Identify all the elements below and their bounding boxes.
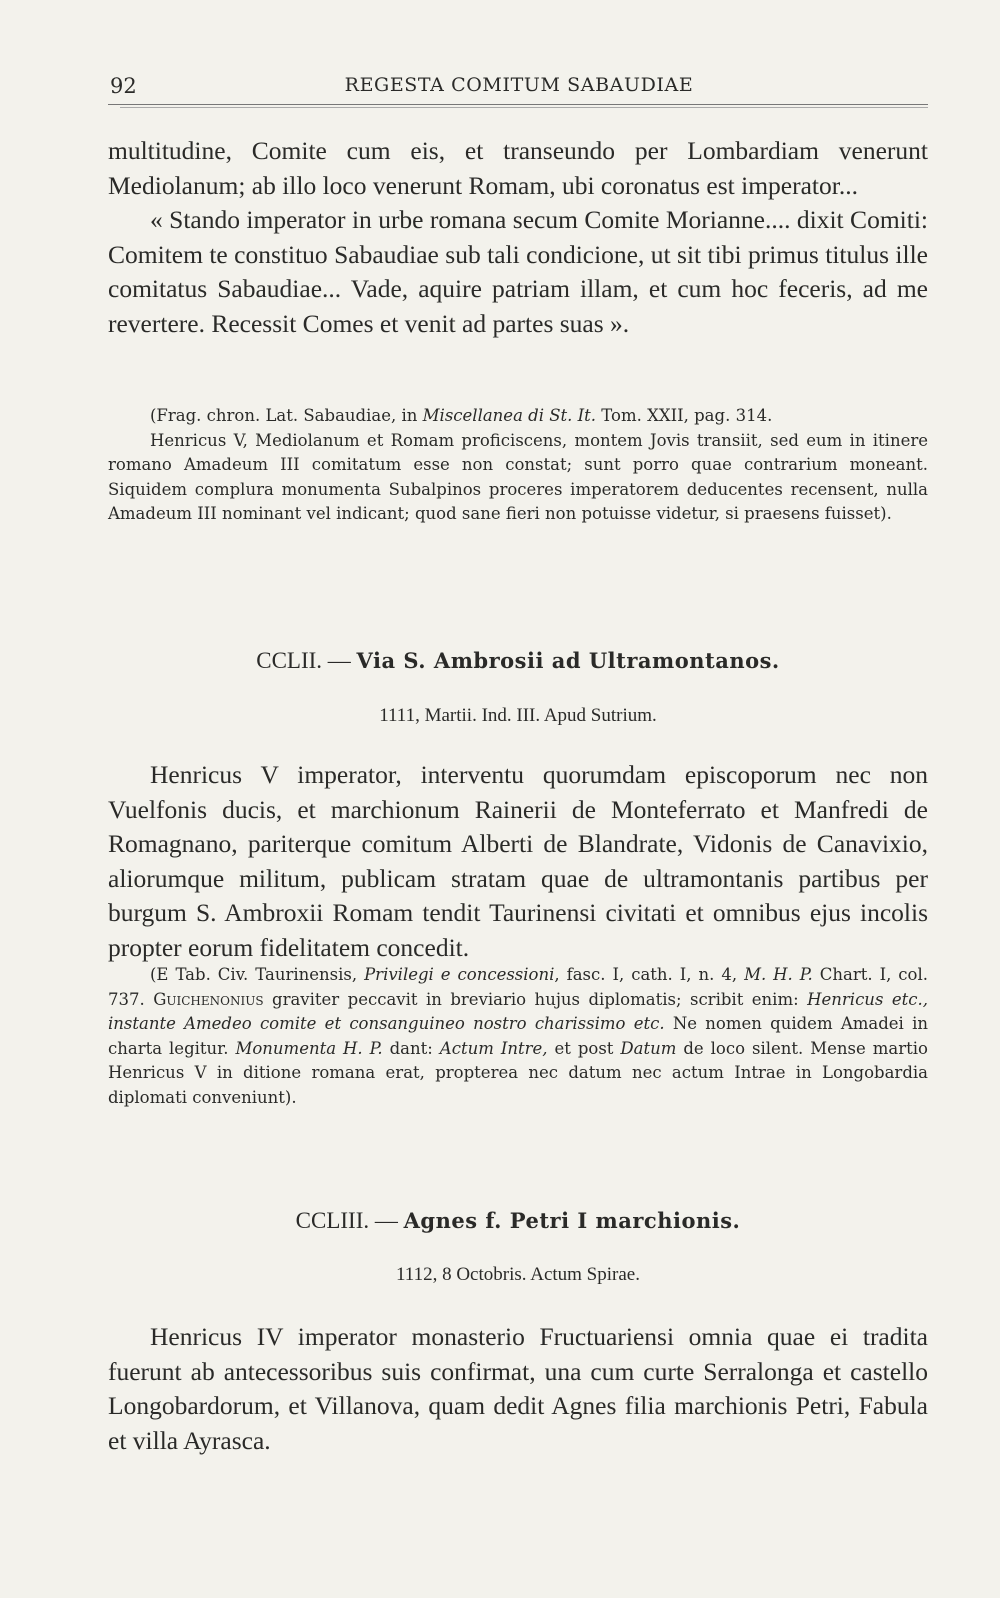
footnote-source bbox=[108, 404, 928, 527]
footnote-252 bbox=[108, 963, 929, 1111]
document-title: Agnes f. Petri I marchionis. bbox=[403, 1208, 741, 1233]
header-rule-secondary bbox=[120, 107, 928, 108]
paragraph: « Stando imperator in urbe romana secum Comite Morianne.... dixit Comiti: Comitem te constituo Sabaudiae sub tali condicione, ut sit tibi primus titulus ille comitatus Sabaudiae... Vade, aquire patriam illam, et cum hoc feceris, ad me revertere. Recessit Comes et venit ad partes suas ». bbox=[108, 205, 928, 338]
note-text: (E Tab. Civ. Taurinensis, Privilegi e concessioni, fasc. I, cath. I, n. 4, M. H. P. Chart. I, col. 737. Guichenonius graviter peccavit in breviario hujus diplomatis; scribit enim: Henricus etc., instante Amedeo comite et consanguineo nostro charissimo etc. Ne nomen quidem Amadei in charta legitur. Monumenta H. P. dant: Actum Intre, et post Datum de loco silent. Mense martio Henricus V in ditione romana erat, propterea nec datum nec actum Intrae in Longobardia diplomati conveniunt). bbox=[108, 965, 929, 1107]
document-heading-252 bbox=[108, 648, 928, 674]
header-rule bbox=[108, 104, 928, 105]
document-date: 1112, 8 Octobris. Actum Spirae. bbox=[396, 1264, 640, 1285]
continued-text bbox=[108, 134, 928, 341]
running-title: REGESTA COMITUM SABAUDIAE bbox=[344, 74, 694, 96]
note-comment: Henricus V, Mediolanum et Romam proficiscens, montem Jovis transiit, sed eum in itinere romano Amadeum III comitatum esse non constat; sunt porro quae contrarium moneant. Siquidem complura monumenta Subalpinos proceres imperatorem deducentes recensent, nulla Amadeum III nominant vel indicant; quod sane fieri non potuisse videtur, si praesens fuisset). bbox=[108, 430, 928, 524]
document-number: CCLII. — bbox=[256, 648, 357, 673]
document-summary-253 bbox=[108, 1320, 928, 1458]
paragraph: Henricus V imperator, interventu quorumdam episcoporum nec non Vuelfonis ducis, et marchionum Rainerii de Monteferrato et Manfredi de Romagnano, pariterque comitum Alberti de Blandrate, Vidonis de Canavixio, aliorumque militum, publicam stratam quae de ultramontanis partibus per burgum S. Ambroxii Romam tendit Taurinensi civitati et omnibus ejus incolis propter eorum fidelitatem concedit. bbox=[108, 760, 928, 962]
running-head bbox=[110, 74, 928, 102]
note-source: (Frag. chron. Lat. Sabaudiae, in Miscellanea di St. It. Tom. XXII, pag. 314. bbox=[150, 406, 773, 425]
document-number: CCLIII. — bbox=[295, 1208, 404, 1233]
document-date: 1111, Martii. Ind. III. Apud Sutrium. bbox=[379, 705, 657, 726]
document-heading-253 bbox=[108, 1208, 928, 1234]
paragraph: Henricus IV imperator monasterio Fructuariensi omnia quae ei tradita fuerunt ab antecessoribus suis confirmat, una cum curte Serralonga et castello Longobardorum, et Villanova, quam dedit Agnes filia marchionis Petri, Fabula et villa Ayrasca. bbox=[108, 1322, 928, 1455]
document-title: Via S. Ambrosii ad Ultramontanos. bbox=[356, 648, 780, 673]
page-number: 92 bbox=[110, 74, 137, 98]
paragraph: multitudine, Comite cum eis, et transeundo per Lombardiam venerunt Mediolanum; ab illo loco venerunt Romam, ubi coronatus est imperator... bbox=[108, 136, 928, 200]
document-summary-252 bbox=[108, 758, 928, 965]
